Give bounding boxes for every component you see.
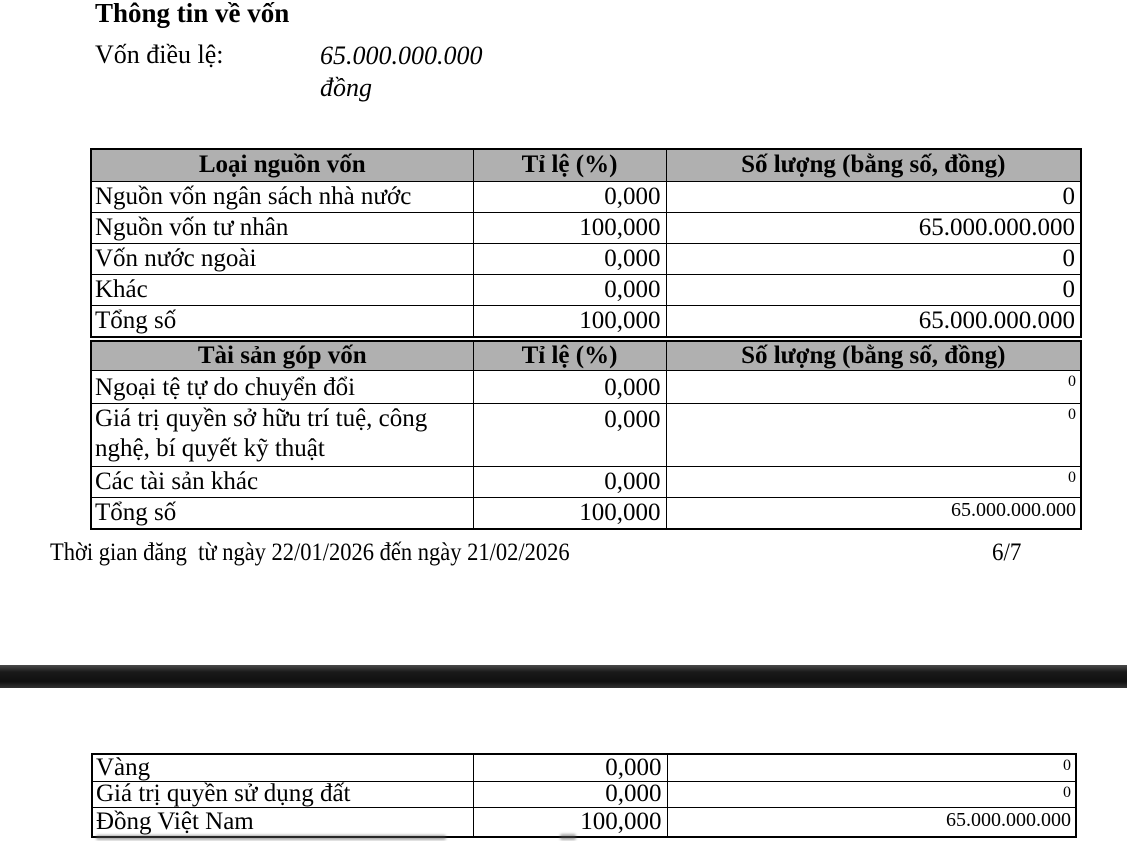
col-header-asset-type: Tài sản góp vốn [91, 341, 473, 371]
row-ratio: 100,000 [473, 305, 666, 337]
row-ratio: 0,000 [473, 754, 667, 782]
row-amount: 0 [666, 404, 1081, 467]
row-ratio: 0,000 [473, 243, 666, 274]
row-label: Khác [91, 274, 473, 305]
table-row [91, 467, 1081, 498]
col-header-amount: Số lượng (bằng số, đồng) [666, 341, 1081, 371]
asset-table-continued [91, 753, 1077, 838]
table-row [91, 243, 1081, 274]
col-header-ratio: Tỉ lệ (%) [473, 149, 666, 181]
row-ratio: 0,000 [473, 467, 666, 498]
row-label: Các tài sản khác [91, 467, 473, 498]
row-label: Nguồn vốn tư nhân [91, 212, 473, 243]
row-amount: 0 [666, 274, 1081, 305]
table-row [91, 181, 1081, 212]
page-number: 6/7 [992, 539, 1022, 566]
row-label: Đồng Việt Nam [92, 808, 473, 838]
charter-capital-unit: đồng [320, 73, 372, 102]
row-ratio: 100,000 [473, 212, 666, 243]
row-label: Vàng [92, 754, 473, 782]
table-row [92, 754, 1076, 782]
cutoff-next-row-fragment [560, 834, 576, 840]
row-ratio: 0,000 [473, 404, 666, 467]
capital-source-table [90, 148, 1082, 338]
row-amount: 0 [666, 181, 1081, 212]
row-amount: 65.000.000.000 [666, 212, 1081, 243]
table-row [91, 371, 1081, 404]
row-amount: 0 [666, 243, 1081, 274]
col-header-capital-source-type: Loại nguồn vốn [91, 149, 473, 181]
col-header-ratio: Tỉ lệ (%) [473, 341, 666, 371]
table-row [91, 212, 1081, 243]
row-amount: 65.000.000.000 [667, 808, 1076, 838]
table-row-total [91, 498, 1081, 530]
row-ratio: 0,000 [473, 181, 666, 212]
row-amount: 0 [667, 754, 1076, 782]
row-label: Tổng số [91, 305, 473, 337]
charter-capital-value [320, 40, 550, 104]
row-ratio: 0,000 [473, 371, 666, 404]
row-ratio: 100,000 [473, 498, 666, 530]
row-label: Ngoại tệ tự do chuyển đổi [91, 371, 473, 404]
charter-capital-amount: 65.000.000.000 [320, 41, 483, 70]
cutoff-next-row-fragment [96, 835, 446, 840]
publication-period-text: Thời gian đăng từ ngày 22/01/2026 đến ngày 21/02/2026 [50, 539, 570, 566]
row-ratio: 0,000 [473, 782, 667, 808]
row-amount: 0 [666, 371, 1081, 404]
capital-source-header-row [91, 149, 1081, 181]
col-header-amount: Số lượng (bằng số, đồng) [666, 149, 1081, 181]
row-ratio: 100,000 [473, 808, 667, 838]
section-title: Thông tin về vốn [95, 0, 290, 28]
row-label: Tổng số [91, 498, 473, 530]
table-row [91, 274, 1081, 305]
row-amount: 65.000.000.000 [666, 305, 1081, 337]
row-label: Giá trị quyền sở hữu trí tuệ, công nghệ, bí quyết kỹ thuật [91, 404, 473, 467]
row-amount: 65.000.000.000 [666, 498, 1081, 530]
row-amount: 0 [666, 467, 1081, 498]
page-break-bar [0, 665, 1127, 688]
asset-table-header-row [91, 341, 1081, 371]
row-label: Vốn nước ngoài [91, 243, 473, 274]
table-row [92, 782, 1076, 808]
asset-contribution-table [90, 340, 1082, 530]
charter-capital-label: Vốn điều lệ: [95, 40, 224, 69]
table-row-total [92, 808, 1076, 838]
row-amount: 0 [667, 782, 1076, 808]
row-label: Giá trị quyền sử dụng đất [92, 782, 473, 808]
row-label: Nguồn vốn ngân sách nhà nước [91, 181, 473, 212]
table-row [91, 404, 1081, 467]
table-row-total [91, 305, 1081, 337]
row-ratio: 0,000 [473, 274, 666, 305]
